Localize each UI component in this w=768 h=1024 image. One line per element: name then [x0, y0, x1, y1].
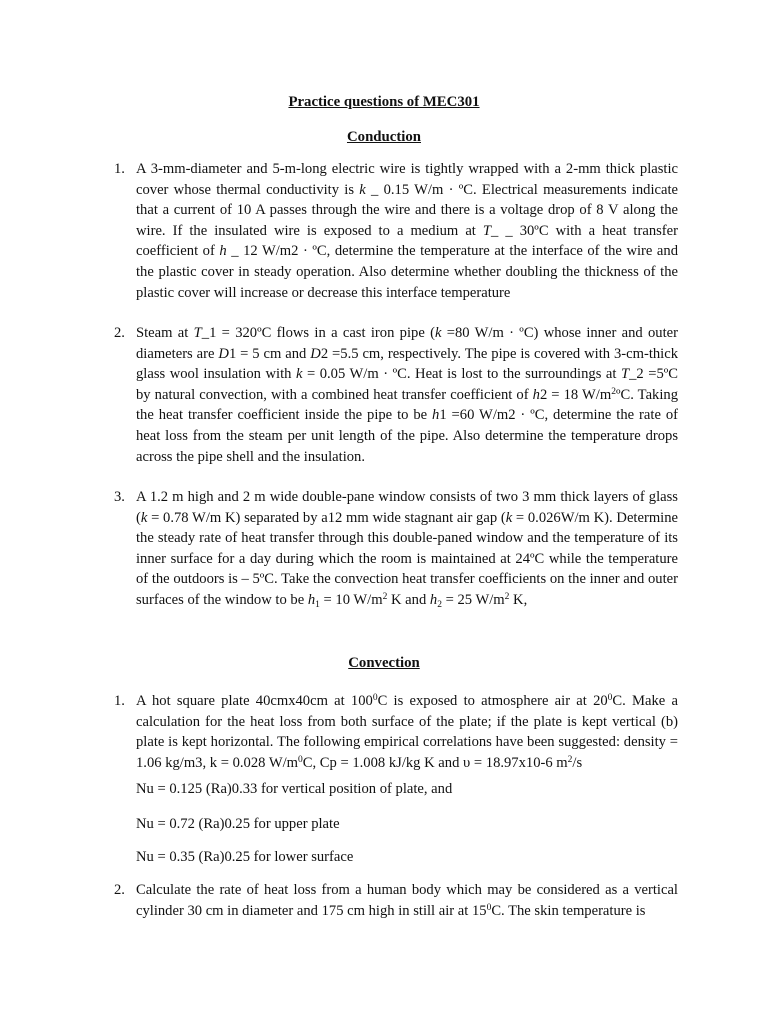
question-number: 2. — [114, 325, 125, 341]
question-number: 1. — [114, 161, 125, 177]
question-number: 2. — [114, 882, 125, 898]
question-text: A 3-mm-diameter and 5-m-long electric wire is tightly wrapped with a 2-mm thick plastic cover whose thermal conductivity is k _ 0.15 W/m · ºC. Electrical measurements indicate that a current of 10 A passes through the wire and there is a voltage drop of 8 V along the wire. If the insulated wire is exposed to a medium at T_ _ 30ºC with a heat transfer coefficient of h _ 12 W/m2 · ºC, determine the temperature at the interface of the wire and the plastic cover in steady operation. Also determine whether doubling the thickness of the plastic cover will increase or decrease this interface temperature — [136, 161, 679, 301]
question-text: Steam at T_1 = 320ºC flows in a cast iron pipe (k =80 W/m · ºC) whose inner and outer diameters are D1 = 5 cm and D2 =5.5 cm, respectively. The pipe is covered with 3-cm-thick glass wool insulation with k = 0.05 W/m · ºC. Heat is lost to the surroundings at T_2 =5ºC by natural convection, with a combined heat transfer coefficient of h2 = 18 $W/m^2ºC$. Taking the heat transfer coefficient inside the pipe to be h1 =60 W/m2 · ºC, determine the rate of heat loss from the steam per unit length of the pipe. Also determine the temperature drops across the pipe shell and the insulation. — [136, 325, 679, 465]
correlation-upper: Nu = 0.72 (Ra)0.25 for upper plate — [136, 816, 340, 832]
question-number: 3. — [114, 489, 125, 505]
question-text: A hot square plate 40cmx40cm at $100^0C$ is exposed to atmosphere air at $20^0C$. Make a calculation for the heat loss from both surface of the plate; if the plate is kept vertical (b) plate is kept horizontal. The following empirical correlations have been suggested: density = 1.06 kg/m3, k = 0.028 $W/m^0C$, Cp = 1.008 kJ/kg K and υ = 18.97x10-6 $m^2/s$ — [136, 693, 678, 771]
correlation-vertical: Nu = 0.125 (Ra)0.33 for vertical position of plate, and — [136, 781, 453, 797]
question-number: 1. — [114, 693, 125, 709]
section-heading-convection: Convection — [348, 655, 420, 671]
question-text: Calculate the rate of heat loss from a human body which may be considered as a vertical cylinder 30 cm in diameter and 175 cm high in still air at $15^0C$. The skin temperature is — [136, 882, 678, 919]
section-heading-conduction: Conduction — [346, 129, 421, 145]
correlation-lower: Nu = 0.35 (Ra)0.25 for lower surface — [136, 849, 354, 865]
question-text: A 1.2 m high and 2 m wide double-pane window consists of two 3 mm thick layers of glass (k = 0.78 W/m K) separated by a12 mm wide stagnant air gap (k = 0.026W/m K). Determine the steady rate of heat transfer through this double-paned window and the temperature of its inner surface for a day during which the room is maintained at 24ºC while the temperature of the outdoors is – 5ºC. Take the convection heat transfer coefficients on the inner and outer surfaces of the window to be $h_1 = 10$ $W/m^2$ K and $h_2 = 25$ $W/m^2$ K, — [136, 489, 678, 610]
document-title: Practice questions of MEC301 — [288, 94, 480, 110]
